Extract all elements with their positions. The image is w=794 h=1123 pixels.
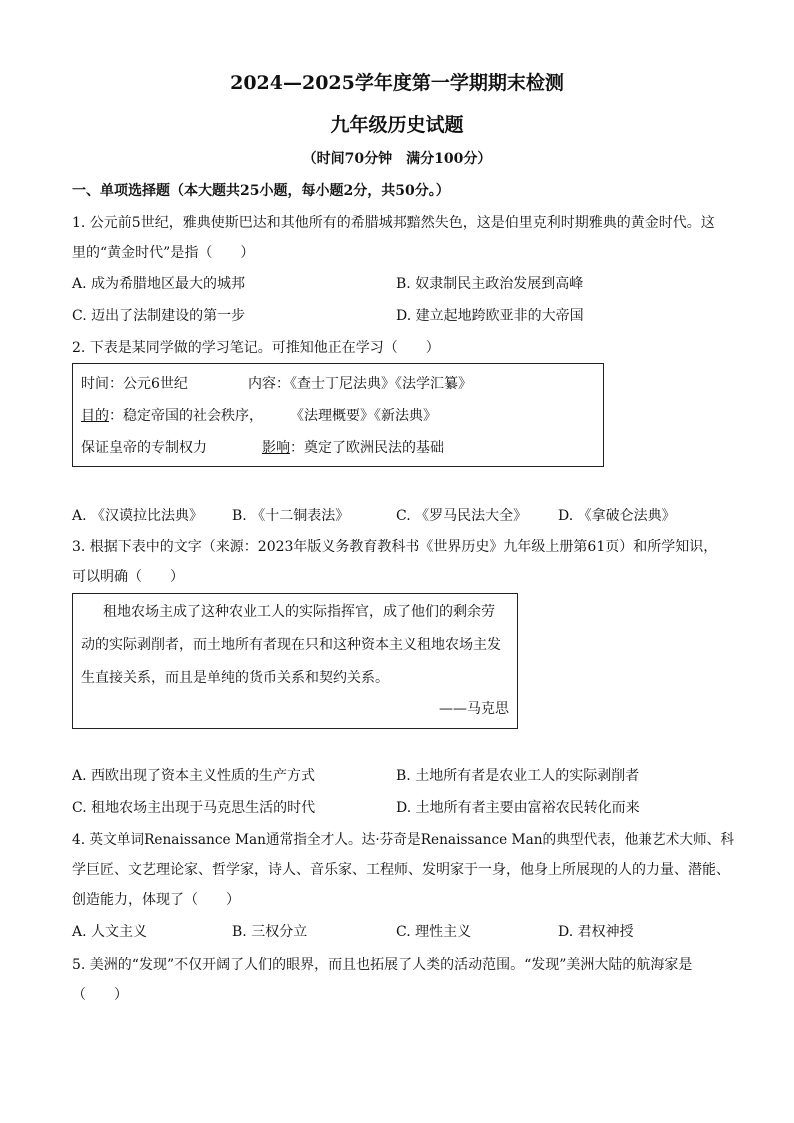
question-2-option-a: A. 《汉谟拉比法典》 (72, 508, 204, 524)
question-1-option-c: C. 迈出了法制建设的第一步 (72, 308, 246, 324)
quote-author: ——马克思 (439, 701, 509, 717)
question-3-line-1: 3. 根据下表中的文字（来源：2023年版义务教育教科书《世界历史》九年级上册第61页）和所学知识， (72, 539, 718, 555)
question-1-line-2: 里的“黄金时代”是指（ ） (72, 245, 255, 261)
question-2-stem: 2. 下表是某同学做的学习笔记。可推知他正在学习（ ） (72, 340, 440, 356)
question-3-line-2: 可以明确（ ） (72, 569, 184, 585)
question-3-option-a: A. 西欧出现了资本主义性质的生产方式 (72, 768, 316, 784)
question-1-option-a: A. 成为希腊地区最大的城邦 (72, 276, 246, 292)
note-purpose-text: ：稳定帝国的社会秩序， (109, 408, 263, 424)
question-2-option-b: B. 《十二铜表法》 (232, 508, 350, 524)
question-3-option-b: B. 土地所有者是农业工人的实际剥削者 (396, 768, 640, 784)
exam-time-note: （时间70分钟 满分100分） (302, 151, 492, 167)
note-influence-label: 影响 (262, 440, 290, 456)
note-purpose-2: 保证皇帝的专制权力 (81, 440, 207, 456)
question-1-line-1: 1. 公元前5世纪，雅典使斯巴达和其他所有的希腊城邦黯然失色，这是伯里克利时期雅典的黄金时代。这 (72, 215, 715, 231)
exam-subtitle: 九年级历史试题 (330, 114, 464, 136)
question-4-option-a: A. 人文主义 (72, 924, 148, 940)
question-1-option-d: D. 建立起地跨欧亚非的大帝国 (396, 308, 584, 324)
note-purpose-label: 目的 (81, 408, 109, 424)
question-4-option-c: C. 理性主义 (396, 924, 472, 940)
note-purpose (81, 406, 263, 426)
study-notes-box (72, 363, 604, 467)
question-4-option-d: D. 君权神授 (558, 924, 634, 940)
note-influence-text: ：奠定了欧洲民法的基础 (290, 440, 444, 456)
note-content-2: 《法理概要》《新法典》 (290, 408, 437, 424)
quote-line-1: 租地农场主成了这种农业工人的实际指挥官，成了他们的剩余劳 (103, 604, 495, 620)
quote-line-3: 生直接关系，而且是单纯的货币关系和契约关系。 (81, 670, 389, 686)
question-2-option-c: C. 《罗马民法大全》 (396, 508, 528, 524)
question-4-line-1: 4. 英文单词Renaissance Man通常指全才人。达·芬奇是Renaissance Man的典型代表，他兼艺术大师、科 (72, 832, 735, 848)
question-3-option-d: D. 土地所有者主要由富裕农民转化而来 (396, 800, 640, 816)
quote-line-2: 动的实际剥削者，而土地所有者现在只和这种资本主义租地农场主发 (81, 637, 501, 653)
question-4-option-b: B. 三权分立 (232, 924, 308, 940)
note-content: 内容：《查士丁尼法典》《法学汇纂》 (248, 376, 472, 392)
question-5-line-2: （ ） (72, 987, 128, 1003)
section-heading: 一、单项选择题（本大题共25小题，每小题2分，共50分。） (72, 183, 450, 199)
note-influence (262, 438, 444, 458)
question-3-option-c: C. 租地农场主出现于马克思生活的时代 (72, 800, 316, 816)
question-4-line-3: 创造能力，体现了（ ） (72, 892, 240, 908)
question-1-option-b: B. 奴隶制民主政治发展到高峰 (396, 276, 584, 292)
quote-box (72, 593, 518, 729)
note-time: 时间：公元6世纪 (81, 376, 188, 392)
question-4-line-2: 学巨匠、文艺理论家、哲学家，诗人、音乐家、工程师、发明家于一身，他身上所展现的人的力量、潜能、 (72, 862, 730, 878)
question-5-line-1: 5. 美洲的“发现”不仅开阔了人们的眼界，而且也拓展了人类的活动范围。“发现”美洲大陆的航海家是 (72, 957, 693, 973)
exam-title: 2024—2025学年度第一学期期末检测 (230, 72, 564, 94)
question-2-option-d: D. 《拿破仑法典》 (558, 508, 676, 524)
